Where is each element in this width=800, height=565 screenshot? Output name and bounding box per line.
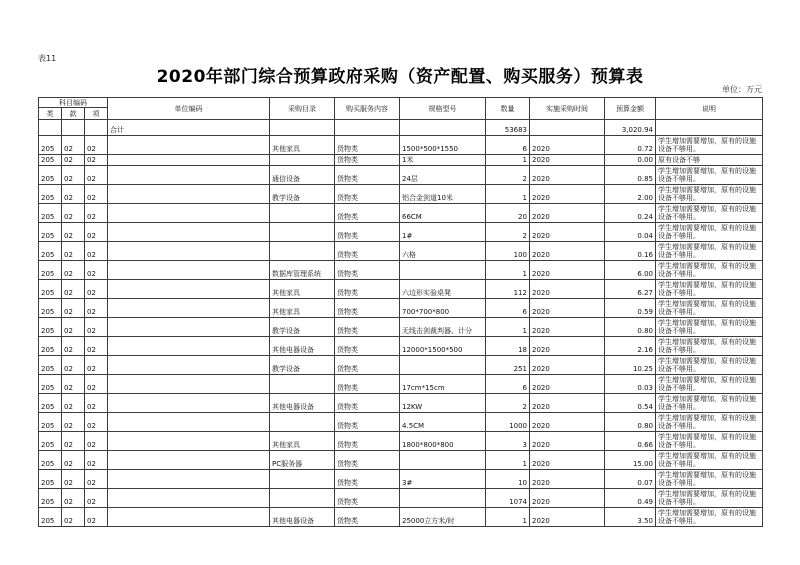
code-section-cell: 02 xyxy=(62,166,85,185)
unit-code-cell xyxy=(108,136,270,155)
catalog-cell: 数据库管理系统 xyxy=(270,261,335,280)
remark-cell: 学生增加需要增加，原有的设施设备不够用。 xyxy=(656,242,763,261)
remark-cell: 学生增加需要增加，原有的设施设备不够用。 xyxy=(656,394,763,413)
table-row xyxy=(39,261,763,280)
service-content-cell: 货物类 xyxy=(335,185,400,204)
code-class-cell: 205 xyxy=(39,280,62,299)
total-catalog-cell xyxy=(270,120,335,136)
quantity-cell: 6 xyxy=(486,299,530,318)
remark-cell: 学生增加需要增加，原有的设施设备不够用。 xyxy=(656,375,763,394)
code-section-cell: 02 xyxy=(62,470,85,489)
catalog-cell xyxy=(270,204,335,223)
spec-model-cell: 铝合金剑道10米 xyxy=(400,185,486,204)
code-item-cell: 02 xyxy=(85,337,108,356)
code-section-cell: 02 xyxy=(62,318,85,337)
total-label-cell: 合计 xyxy=(108,120,270,136)
service-content-cell: 货物类 xyxy=(335,451,400,470)
table-row xyxy=(39,470,763,489)
spec-model-cell: 4.5CM xyxy=(400,413,486,432)
code-item-cell: 02 xyxy=(85,318,108,337)
catalog-cell: 教学设备 xyxy=(270,356,335,375)
catalog-cell: 其他家具 xyxy=(270,432,335,451)
unit-code-cell xyxy=(108,375,270,394)
spec-model-cell: 700*700*800 xyxy=(400,299,486,318)
table-row xyxy=(39,432,763,451)
code-class-cell: 205 xyxy=(39,432,62,451)
quantity-cell: 100 xyxy=(486,242,530,261)
table-row xyxy=(39,204,763,223)
code-item-cell: 02 xyxy=(85,204,108,223)
code-section-cell: 02 xyxy=(62,185,85,204)
spec-model-cell: 1# xyxy=(400,223,486,242)
code-section-cell: 02 xyxy=(62,204,85,223)
quantity-cell: 1 xyxy=(486,318,530,337)
catalog-cell xyxy=(270,242,335,261)
spec-model-cell: 12000*1500*500 xyxy=(400,337,486,356)
spec-model-cell: 1500*500*1550 xyxy=(400,136,486,155)
remark-cell: 学生增加需要增加，原有的设施设备不够用。 xyxy=(656,489,763,508)
code-section-cell: 02 xyxy=(62,261,85,280)
service-content-cell: 货物类 xyxy=(335,413,400,432)
table-row xyxy=(39,223,763,242)
code-section-cell: 02 xyxy=(62,489,85,508)
header-service-content: 购买服务内容 xyxy=(335,98,400,120)
remark-cell: 学生增加需要增加，原有的设施设备不够用。 xyxy=(656,508,763,527)
remark-cell: 学生增加需要增加，原有的设施设备不够用。 xyxy=(656,299,763,318)
code-item-cell: 02 xyxy=(85,223,108,242)
catalog-cell: 其他家具 xyxy=(270,280,335,299)
table-row xyxy=(39,451,763,470)
quantity-cell: 20 xyxy=(486,204,530,223)
purchase-time-cell: 2020 xyxy=(530,155,605,166)
code-section-cell: 02 xyxy=(62,375,85,394)
budget-amount-cell: 15.00 xyxy=(605,451,656,470)
quantity-cell: 1 xyxy=(486,185,530,204)
remark-cell: 学生增加需要增加，原有的设施设备不够用。 xyxy=(656,470,763,489)
header-budget-amount: 预算金额 xyxy=(605,98,656,120)
quantity-cell: 6 xyxy=(486,136,530,155)
budget-amount-cell: 0.07 xyxy=(605,470,656,489)
unit-code-cell xyxy=(108,318,270,337)
table-header xyxy=(39,98,763,120)
catalog-cell: 其他电器设备 xyxy=(270,394,335,413)
table-row xyxy=(39,337,763,356)
quantity-cell: 1000 xyxy=(486,413,530,432)
unit-code-cell xyxy=(108,337,270,356)
quantity-cell: 6 xyxy=(486,375,530,394)
quantity-cell: 10 xyxy=(486,470,530,489)
total-quantity-cell: 53683 xyxy=(486,120,530,136)
code-section-cell: 02 xyxy=(62,451,85,470)
code-section-cell: 02 xyxy=(62,394,85,413)
quantity-cell: 2 xyxy=(486,166,530,185)
spec-model-cell xyxy=(400,356,486,375)
catalog-cell xyxy=(270,375,335,394)
unit-code-cell xyxy=(108,394,270,413)
spec-model-cell: 12KW xyxy=(400,394,486,413)
code-item-cell: 02 xyxy=(85,432,108,451)
purchase-time-cell: 2020 xyxy=(530,413,605,432)
table-row xyxy=(39,489,763,508)
code-class-cell: 205 xyxy=(39,356,62,375)
spec-model-cell: 六边形实验桌凳 xyxy=(400,280,486,299)
total-spec-cell xyxy=(400,120,486,136)
code-item-cell: 02 xyxy=(85,375,108,394)
catalog-cell xyxy=(270,470,335,489)
code-class-cell: 205 xyxy=(39,136,62,155)
code-item-cell: 02 xyxy=(85,451,108,470)
header-quantity: 数量 xyxy=(486,98,530,120)
purchase-time-cell: 2020 xyxy=(530,356,605,375)
budget-amount-cell: 0.04 xyxy=(605,223,656,242)
purchase-time-cell: 2020 xyxy=(530,166,605,185)
purchase-time-cell: 2020 xyxy=(530,280,605,299)
table-row xyxy=(39,318,763,337)
code-item-cell: 02 xyxy=(85,280,108,299)
code-class-cell: 205 xyxy=(39,318,62,337)
remark-cell: 学生增加需要增加，原有的设施设备不够用。 xyxy=(656,280,763,299)
service-content-cell: 货物类 xyxy=(335,299,400,318)
budget-amount-cell: 0.00 xyxy=(605,155,656,166)
purchase-time-cell: 2020 xyxy=(530,185,605,204)
remark-cell: 学生增加需要增加，原有的设施设备不够用。 xyxy=(656,185,763,204)
code-class-cell: 205 xyxy=(39,299,62,318)
header-code-section: 款 xyxy=(62,108,85,120)
catalog-cell: PC服务器 xyxy=(270,451,335,470)
budget-amount-cell: 6.27 xyxy=(605,280,656,299)
code-item-cell: 02 xyxy=(85,242,108,261)
code-item-cell: 02 xyxy=(85,508,108,527)
total-amount-cell: 3,020.94 xyxy=(605,120,656,136)
purchase-time-cell: 2020 xyxy=(530,337,605,356)
code-section-cell: 02 xyxy=(62,413,85,432)
unit-code-cell xyxy=(108,204,270,223)
service-content-cell: 货物类 xyxy=(335,136,400,155)
code-class-cell: 205 xyxy=(39,451,62,470)
purchase-time-cell: 2020 xyxy=(530,223,605,242)
code-section-cell: 02 xyxy=(62,299,85,318)
code-item-cell: 02 xyxy=(85,413,108,432)
total-section-cell xyxy=(62,120,85,136)
remark-cell: 学生增加需要增加，原有的设施设备不够用。 xyxy=(656,356,763,375)
spec-model-cell xyxy=(400,489,486,508)
code-section-cell: 02 xyxy=(62,432,85,451)
unit-code-cell xyxy=(108,223,270,242)
budget-amount-cell: 3.50 xyxy=(605,508,656,527)
code-class-cell: 205 xyxy=(39,489,62,508)
service-content-cell: 货物类 xyxy=(335,166,400,185)
purchase-time-cell: 2020 xyxy=(530,242,605,261)
header-remark: 说明 xyxy=(656,98,763,120)
code-class-cell: 205 xyxy=(39,155,62,166)
catalog-cell: 教学设备 xyxy=(270,185,335,204)
spec-model-cell: 无线击剑裁判器、计分 xyxy=(400,318,486,337)
unit-code-cell xyxy=(108,432,270,451)
catalog-cell: 教学设备 xyxy=(270,318,335,337)
budget-amount-cell: 0.72 xyxy=(605,136,656,155)
catalog-cell: 其他家具 xyxy=(270,299,335,318)
catalog-cell: 其他家具 xyxy=(270,136,335,155)
service-content-cell: 货物类 xyxy=(335,204,400,223)
spec-model-cell: 1米 xyxy=(400,155,486,166)
service-content-cell: 货物类 xyxy=(335,318,400,337)
table-row xyxy=(39,155,763,166)
table-row xyxy=(39,166,763,185)
code-item-cell: 02 xyxy=(85,394,108,413)
code-class-cell: 205 xyxy=(39,337,62,356)
service-content-cell: 货物类 xyxy=(335,280,400,299)
code-item-cell: 02 xyxy=(85,470,108,489)
catalog-cell xyxy=(270,413,335,432)
code-section-cell: 02 xyxy=(62,155,85,166)
code-class-cell: 205 xyxy=(39,223,62,242)
header-code-item: 项 xyxy=(85,108,108,120)
table-row xyxy=(39,280,763,299)
table-row xyxy=(39,242,763,261)
spec-model-cell xyxy=(400,451,486,470)
remark-cell: 学生增加需要增加，原有的设施设备不够用。 xyxy=(656,204,763,223)
unit-code-cell xyxy=(108,489,270,508)
code-class-cell: 205 xyxy=(39,242,62,261)
catalog-cell: 其他电器设备 xyxy=(270,508,335,527)
code-section-cell: 02 xyxy=(62,280,85,299)
budget-amount-cell: 0.85 xyxy=(605,166,656,185)
catalog-cell: 其他电器设备 xyxy=(270,337,335,356)
code-item-cell: 02 xyxy=(85,166,108,185)
spec-model-cell xyxy=(400,261,486,280)
purchase-time-cell: 2020 xyxy=(530,508,605,527)
unit-code-cell xyxy=(108,508,270,527)
purchase-time-cell: 2020 xyxy=(530,318,605,337)
purchase-time-cell: 2020 xyxy=(530,299,605,318)
total-remark-cell xyxy=(656,120,763,136)
table-row xyxy=(39,413,763,432)
spec-model-cell: 24层 xyxy=(400,166,486,185)
spec-model-cell: 3# xyxy=(400,470,486,489)
service-content-cell: 货物类 xyxy=(335,375,400,394)
unit-code-cell xyxy=(108,470,270,489)
remark-cell: 原有设备不够 xyxy=(656,155,763,166)
service-content-cell: 货物类 xyxy=(335,261,400,280)
quantity-cell: 18 xyxy=(486,337,530,356)
remark-cell: 学生增加需要增加，原有的设施设备不够用。 xyxy=(656,451,763,470)
unit-note: 单位：万元 xyxy=(722,85,762,94)
service-content-cell: 货物类 xyxy=(335,337,400,356)
budget-amount-cell: 0.54 xyxy=(605,394,656,413)
total-service-cell xyxy=(335,120,400,136)
remark-cell: 学生增加需要增加，原有的设施设备不够用。 xyxy=(656,413,763,432)
budget-amount-cell: 0.80 xyxy=(605,413,656,432)
quantity-cell: 251 xyxy=(486,356,530,375)
unit-code-cell xyxy=(108,185,270,204)
purchase-time-cell: 2020 xyxy=(530,489,605,508)
header-subject-code: 科目编码 xyxy=(39,98,108,108)
header-unit-code: 单位编码 xyxy=(108,98,270,120)
table-row xyxy=(39,185,763,204)
header-catalog: 采购目录 xyxy=(270,98,335,120)
unit-code-cell xyxy=(108,166,270,185)
code-class-cell: 205 xyxy=(39,394,62,413)
code-class-cell: 205 xyxy=(39,470,62,489)
sheet-number-label: 表11 xyxy=(38,54,57,63)
unit-code-cell xyxy=(108,413,270,432)
service-content-cell: 货物类 xyxy=(335,432,400,451)
quantity-cell: 3 xyxy=(486,432,530,451)
header-purchase-time: 实施采购时间 xyxy=(530,98,605,120)
code-class-cell: 205 xyxy=(39,166,62,185)
service-content-cell: 货物类 xyxy=(335,356,400,375)
purchase-time-cell: 2020 xyxy=(530,261,605,280)
budget-amount-cell: 2.16 xyxy=(605,337,656,356)
quantity-cell: 2 xyxy=(486,223,530,242)
service-content-cell: 货物类 xyxy=(335,394,400,413)
code-class-cell: 205 xyxy=(39,261,62,280)
service-content-cell: 货物类 xyxy=(335,508,400,527)
table-row xyxy=(39,375,763,394)
purchase-time-cell: 2020 xyxy=(530,136,605,155)
code-class-cell: 205 xyxy=(39,375,62,394)
code-class-cell: 205 xyxy=(39,413,62,432)
unit-code-cell xyxy=(108,261,270,280)
catalog-cell xyxy=(270,489,335,508)
purchase-time-cell: 2020 xyxy=(530,394,605,413)
header-code-class: 类 xyxy=(39,108,62,120)
code-section-cell: 02 xyxy=(62,337,85,356)
code-item-cell: 02 xyxy=(85,261,108,280)
code-item-cell: 02 xyxy=(85,136,108,155)
quantity-cell: 1074 xyxy=(486,489,530,508)
remark-cell: 学生增加需要增加，原有的设施设备不够用。 xyxy=(656,318,763,337)
code-class-cell: 205 xyxy=(39,204,62,223)
code-class-cell: 205 xyxy=(39,185,62,204)
table-row xyxy=(39,508,763,527)
unit-code-cell xyxy=(108,451,270,470)
total-class-cell xyxy=(39,120,62,136)
remark-cell: 学生增加需要增加，原有的设施设备不够用。 xyxy=(656,432,763,451)
budget-amount-cell: 2.00 xyxy=(605,185,656,204)
service-content-cell: 货物类 xyxy=(335,155,400,166)
purchase-time-cell: 2020 xyxy=(530,204,605,223)
table-row xyxy=(39,299,763,318)
remark-cell: 学生增加需要增加，原有的设施设备不够用。 xyxy=(656,261,763,280)
unit-code-cell xyxy=(108,356,270,375)
budget-table xyxy=(38,97,763,527)
catalog-cell xyxy=(270,155,335,166)
remark-cell: 学生增加需要增加，原有的设施设备不够用。 xyxy=(656,337,763,356)
code-item-cell: 02 xyxy=(85,489,108,508)
unit-code-cell xyxy=(108,280,270,299)
service-content-cell: 货物类 xyxy=(335,242,400,261)
service-content-cell: 货物类 xyxy=(335,223,400,242)
total-time-cell xyxy=(530,120,605,136)
service-content-cell: 货物类 xyxy=(335,470,400,489)
budget-amount-cell: 0.66 xyxy=(605,432,656,451)
table-row xyxy=(39,356,763,375)
budget-amount-cell: 6.00 xyxy=(605,261,656,280)
quantity-cell: 1 xyxy=(486,155,530,166)
code-item-cell: 02 xyxy=(85,155,108,166)
budget-amount-cell: 0.03 xyxy=(605,375,656,394)
purchase-time-cell: 2020 xyxy=(530,470,605,489)
budget-amount-cell: 0.49 xyxy=(605,489,656,508)
unit-code-cell xyxy=(108,155,270,166)
quantity-cell: 1 xyxy=(486,508,530,527)
budget-amount-cell: 0.80 xyxy=(605,318,656,337)
budget-amount-cell: 0.24 xyxy=(605,204,656,223)
total-row xyxy=(39,120,763,136)
quantity-cell: 112 xyxy=(486,280,530,299)
service-content-cell: 货物类 xyxy=(335,489,400,508)
spec-model-cell: 66CM xyxy=(400,204,486,223)
code-section-cell: 02 xyxy=(62,356,85,375)
budget-amount-cell: 0.59 xyxy=(605,299,656,318)
spec-model-cell: 25000立方米/时 xyxy=(400,508,486,527)
table-row xyxy=(39,394,763,413)
code-section-cell: 02 xyxy=(62,508,85,527)
quantity-cell: 1 xyxy=(486,451,530,470)
code-item-cell: 02 xyxy=(85,299,108,318)
purchase-time-cell: 2020 xyxy=(530,451,605,470)
code-class-cell: 205 xyxy=(39,508,62,527)
table-body xyxy=(39,120,763,527)
table-row xyxy=(39,136,763,155)
header-spec-model: 规格型号 xyxy=(400,98,486,120)
budget-amount-cell: 0.16 xyxy=(605,242,656,261)
remark-cell: 学生增加需要增加，原有的设施设备不够用。 xyxy=(656,136,763,155)
remark-cell: 学生增加需要增加，原有的设施设备不够用。 xyxy=(656,166,763,185)
code-item-cell: 02 xyxy=(85,185,108,204)
purchase-time-cell: 2020 xyxy=(530,375,605,394)
code-section-cell: 02 xyxy=(62,242,85,261)
budget-amount-cell: 10.25 xyxy=(605,356,656,375)
quantity-cell: 2 xyxy=(486,394,530,413)
page-title: 2020年部门综合预算政府采购（资产配置、购买服务）预算表 xyxy=(156,67,644,87)
spec-model-cell: 17cm*15cm xyxy=(400,375,486,394)
unit-code-cell xyxy=(108,299,270,318)
code-item-cell: 02 xyxy=(85,356,108,375)
catalog-cell: 通信设备 xyxy=(270,166,335,185)
total-item-cell xyxy=(85,120,108,136)
spec-model-cell: 六格 xyxy=(400,242,486,261)
remark-cell: 学生增加需要增加，原有的设施设备不够用。 xyxy=(656,223,763,242)
code-section-cell: 02 xyxy=(62,136,85,155)
unit-code-cell xyxy=(108,242,270,261)
spec-model-cell: 1800*800*800 xyxy=(400,432,486,451)
code-section-cell: 02 xyxy=(62,223,85,242)
purchase-time-cell: 2020 xyxy=(530,432,605,451)
catalog-cell xyxy=(270,223,335,242)
quantity-cell: 1 xyxy=(486,261,530,280)
